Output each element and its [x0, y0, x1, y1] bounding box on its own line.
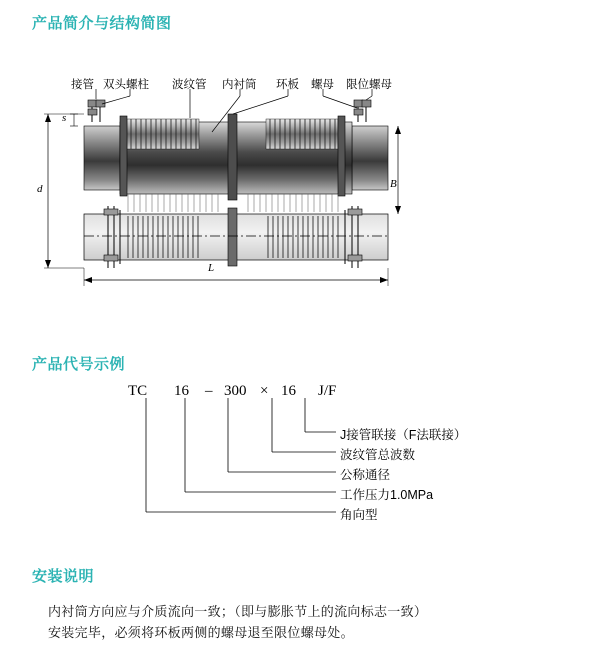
callout-label-nut: 螺母	[311, 79, 334, 91]
callout-label-limit-nut: 限位螺母	[346, 79, 392, 91]
dimension-label-d: d	[37, 183, 43, 195]
code-legend-connection: J接管联接（F法联接）	[340, 428, 467, 442]
product-code-row	[120, 383, 460, 405]
dimension-label-L: L	[208, 262, 215, 274]
callout-label-liner: 内衬筒	[222, 79, 257, 91]
callout-label-bellows: 波纹管	[172, 79, 207, 91]
code-token-pressure: 16	[174, 383, 189, 399]
code-token-waves: 16	[281, 383, 296, 399]
code-token-times: ×	[260, 383, 269, 399]
dimension-label-s: s	[62, 112, 67, 124]
code-token-series: TC	[128, 383, 148, 399]
section-title-installation: 安装说明	[32, 568, 95, 585]
install-note-1: 内衬筒方向应与介质流向一致；（即与膨胀节上的流向标志一致）	[48, 604, 428, 619]
code-legend-waves: 波纹管总波数	[340, 448, 416, 462]
code-legend-pressure: 工作压力1.0MPa	[340, 488, 434, 502]
section-title-overview: 产品简介与结构简图	[32, 15, 172, 32]
callout-label-connecting-pipe: 接管	[71, 79, 94, 91]
callout-label-ring-plate: 环板	[276, 79, 299, 91]
install-note-2: 安装完毕，必须将环板两侧的螺母退至限位螺母处。	[48, 625, 354, 640]
code-token-connection: J/F	[318, 383, 337, 399]
section-title-code-example: 产品代号示例	[32, 356, 126, 373]
code-legend-diameter: 公称通径	[340, 468, 391, 482]
dimension-label-B: B	[390, 178, 397, 190]
code-token-dash: –	[205, 383, 213, 399]
code-legend-type: 角向型	[340, 508, 378, 522]
callout-label-double-end-stud: 双头螺柱	[103, 79, 149, 91]
code-token-diameter: 300	[224, 383, 247, 399]
